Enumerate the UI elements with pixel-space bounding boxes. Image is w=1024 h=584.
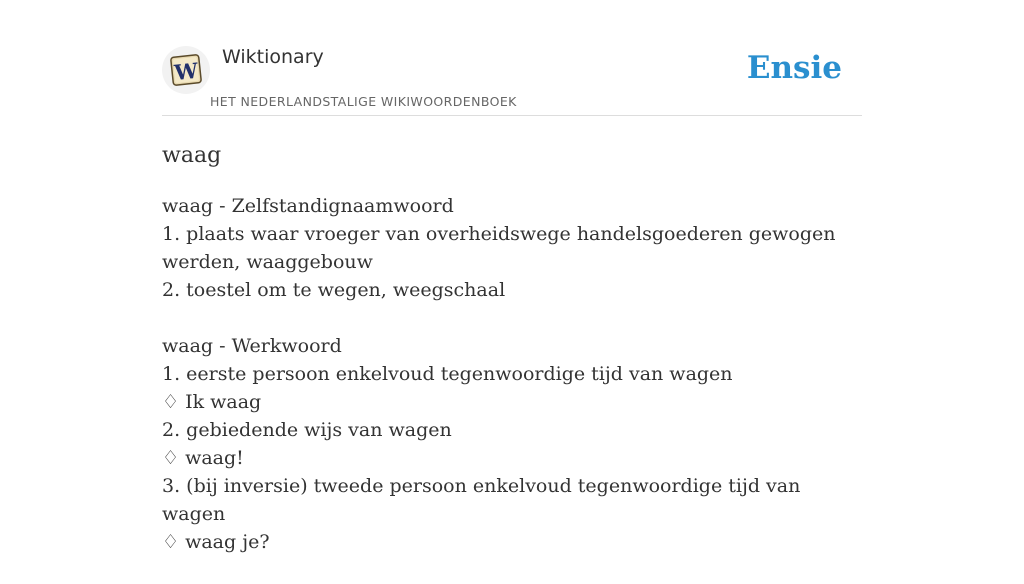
- section-noun: [162, 192, 862, 304]
- section-heading: waag - Zelfstandignaamwoord: [162, 195, 454, 217]
- logo-letter: W: [173, 57, 200, 86]
- definition-line: 2. gebiedende wijs van wagen: [162, 419, 452, 441]
- site-tagline: HET NEDERLANDSTALIGE WIKIWOORDENBOEK: [210, 94, 517, 109]
- definition-line: 2. toestel om te wegen, weegschaal: [162, 279, 506, 301]
- definition-line: 1. plaats waar vroeger van overheidswege handelsgoederen gewogen werden, waaggebouw: [162, 223, 836, 273]
- logo-tile-graphic: [168, 52, 204, 88]
- site-name[interactable]: Wiktionary: [222, 46, 324, 68]
- definition-content: [162, 192, 862, 556]
- example-line: ♢ waag!: [162, 447, 244, 469]
- section-heading: waag - Werkwoord: [162, 335, 342, 357]
- ensie-brand-link[interactable]: Ensie: [746, 50, 842, 86]
- definition-line: 3. (bij inversie) tweede persoon enkelvoud tegenwoordige tijd van wagen: [162, 475, 801, 525]
- site-header: [162, 0, 862, 116]
- section-verb: [162, 332, 862, 556]
- example-line: ♢ Ik waag: [162, 391, 262, 413]
- wiktionary-logo-icon[interactable]: [162, 46, 210, 94]
- page-title: waag: [162, 143, 222, 168]
- definition-line: 1. eerste persoon enkelvoud tegenwoordige tijd van wagen: [162, 363, 733, 385]
- example-line: ♢ waag je?: [162, 531, 270, 553]
- page: [162, 0, 862, 584]
